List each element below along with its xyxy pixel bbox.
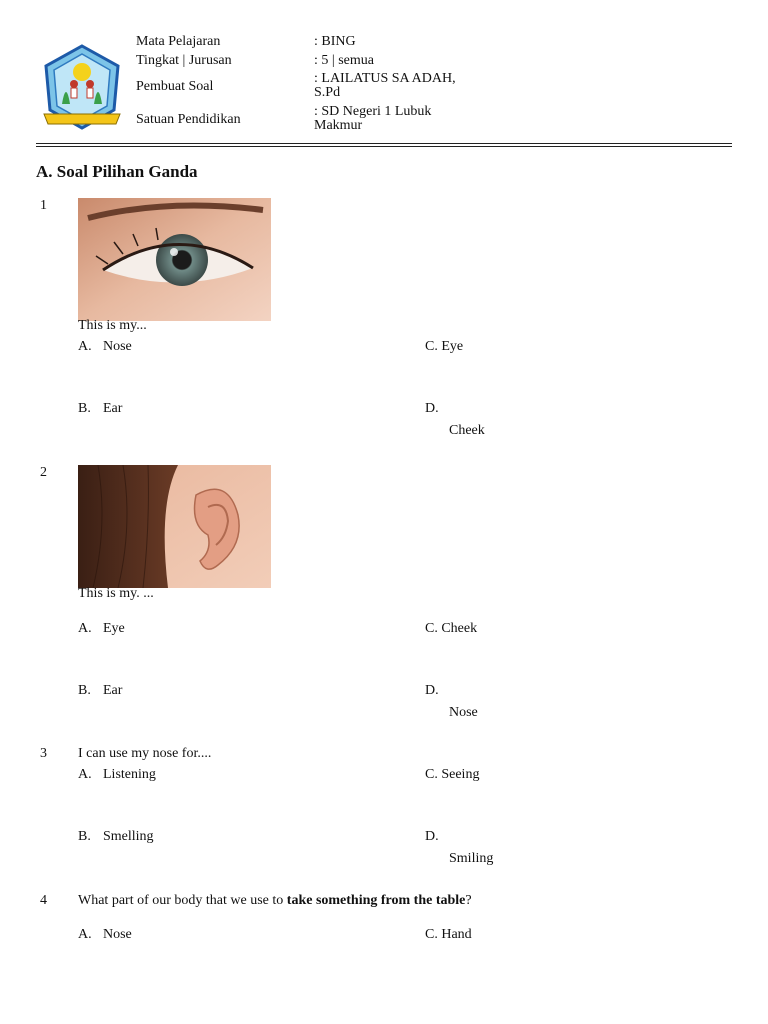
option-letter: B.: [78, 829, 91, 844]
option-b[interactable]: [78, 401, 122, 417]
option-letter: C.: [425, 767, 438, 782]
question-number: 1: [40, 198, 47, 213]
option-a[interactable]: [78, 621, 125, 637]
question-number: 4: [40, 893, 47, 908]
header-value-grade: : 5 | semua: [314, 53, 374, 68]
header-value-subject: : BING: [314, 34, 356, 49]
option-letter: A.: [78, 339, 92, 354]
school-logo: [40, 44, 124, 134]
option-c[interactable]: [425, 621, 477, 637]
option-d[interactable]: [425, 829, 439, 845]
header-label-subject: Mata Pelajaran: [136, 34, 221, 49]
option-letter: D.: [425, 829, 439, 844]
option-text: Cheek: [441, 621, 478, 636]
option-text: Smelling: [103, 829, 154, 844]
option-d[interactable]: [425, 401, 439, 417]
header-value-author: : LAILATUS SA ADAH, S.Pd: [314, 71, 456, 100]
option-d-text[interactable]: Smiling: [449, 851, 494, 866]
option-letter: C.: [425, 927, 438, 942]
option-letter: D.: [425, 683, 439, 698]
header-label-grade: Tingkat | Jurusan: [136, 53, 232, 68]
header-divider: [36, 143, 732, 144]
prompt-text: What part of our body that we use to: [78, 893, 287, 908]
prompt-text-end: ?: [465, 893, 472, 908]
section-title: A. Soal Pilihan Ganda: [36, 162, 198, 181]
option-letter: C.: [425, 339, 438, 354]
option-text: Eye: [441, 339, 464, 354]
option-text: Nose: [103, 339, 132, 354]
option-d[interactable]: [425, 683, 439, 699]
option-b[interactable]: [78, 683, 122, 699]
prompt-emphasis: take something from the table: [286, 893, 466, 908]
question-prompt: I can use my nose for....: [78, 746, 212, 761]
question-number: 2: [40, 465, 47, 480]
header-value-school: : SD Negeri 1 Lubuk Makmur: [314, 104, 432, 133]
option-d-text[interactable]: Nose: [449, 705, 478, 720]
question-prompt: This is my...: [78, 318, 147, 333]
question-prompt: This is my. ...: [78, 586, 154, 601]
header-divider-double: [36, 146, 732, 147]
option-letter: A.: [78, 621, 92, 636]
option-letter: B.: [78, 683, 91, 698]
option-c[interactable]: [425, 339, 463, 355]
option-letter: D.: [425, 401, 439, 416]
option-letter: A.: [78, 927, 92, 942]
header-label-school: Satuan Pendidikan: [136, 112, 241, 127]
option-text: Hand: [441, 927, 472, 942]
option-c[interactable]: [425, 767, 479, 783]
option-text: Ear: [103, 683, 123, 698]
option-text: Eye: [103, 621, 125, 636]
option-text: Listening: [103, 767, 156, 782]
option-d-text[interactable]: Cheek: [449, 423, 485, 438]
option-a[interactable]: [78, 927, 132, 943]
option-letter: A.: [78, 767, 92, 782]
option-c[interactable]: [425, 927, 472, 943]
option-letter: C.: [425, 621, 438, 636]
option-text: Seeing: [441, 767, 480, 782]
option-a[interactable]: [78, 339, 132, 355]
header-label-author: Pembuat Soal: [136, 79, 214, 94]
option-text: Nose: [103, 927, 132, 942]
option-letter: B.: [78, 401, 91, 416]
option-text: Ear: [103, 401, 123, 416]
question-prompt: [78, 893, 472, 909]
option-b[interactable]: [78, 829, 154, 845]
question-number: 3: [40, 746, 47, 761]
option-a[interactable]: [78, 767, 156, 783]
eye-photo: [78, 198, 271, 321]
ear-photo: [78, 465, 271, 588]
